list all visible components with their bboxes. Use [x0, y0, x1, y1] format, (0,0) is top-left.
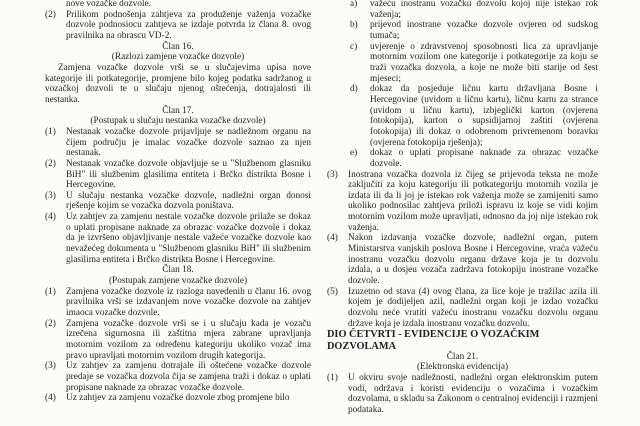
item-text: Zamjena vozačke dozvole iz razloga navedenih u članu 16. ovog pravilnika vrši se izdavanjem nove vozačke dozvole na zahtjev imaoca vozačke dozvole.: [66, 286, 311, 319]
item-text: uvjerenje o zdravstvenoj sposobnosti lica za upravljanje motornim vozilom one kategorije i potkategorije za koju se traži vozačka dozvola, a koje ne može biti starije od šest mjeseci;: [370, 41, 598, 84]
item-text: Izuzetno od stava (4) ovog člana, za lice koje je tražilac azila ili kojem je dodijeljen azil, nadležni organ koji je izdao vozačku dozvolu neće vratiti važeću inostranu vozačku dozvolu organu države koja je izdala inostranu vozačku dozvolu.: [348, 286, 598, 329]
article-heading: Član 21.: [446, 351, 479, 362]
item-text: Nestanak vozačke dozvole objavljuje se u "Službenom glasniku BiH" ili službenim glasilima entiteta i Brčko distrikta Bosne i Hercegovine.: [66, 158, 311, 191]
item-text: Uz zahtjev za zamjenu nestale vozačke dozvole prilaže se dokaz o uplati propisane naknade za obrazac vozačke dozvole i dokaz da je izvršeno objavljivanje nestale važeće vozačke dozvole kao nevažećeg dokumenta u "Službenom glasniku BiH" ili službenim glasilima entiteta i Brčko distrikta Bosne i Hercegovine.: [66, 212, 311, 265]
item-text: U okviru svoje nadležnosti, nadležni organ elektronskim putem vodi, održava i koristi evidenciju o vozačima i vozačkim dozvolama, u skladu sa Zakonom o centralnoj evidenciji i razmjeni podataka.: [348, 373, 598, 416]
item-text: Zamjena vozačke dozvole vrši se i u slučaju kada je vozaču izrečena sigurnosna ili zaštitna mjera zabrane upravljanja motornim vozilom za određenu kategoriju ukoliko vozač ima pravo upravljati motornim vozilom drugih kategorija.: [66, 318, 311, 361]
list-item: [45, 393, 311, 404]
list-item: [45, 212, 311, 265]
item-marker: (4): [45, 212, 56, 223]
article-subtitle: (Postupak zamjene vozačke dozvole): [108, 276, 248, 287]
right-column: [327, 0, 598, 416]
list-item: [45, 159, 311, 191]
item-text: važeću inostranu vozačku dozvolu kojoj nije istekao rok važenja;: [370, 0, 598, 20]
list-item: [45, 10, 311, 42]
item-marker: (1): [327, 373, 338, 384]
article-subtitle: (Postupak u slučaju nestanka vozačke dozvole): [90, 116, 266, 127]
item-marker: d): [350, 84, 358, 95]
list-item: [45, 319, 311, 362]
item-marker: e): [350, 148, 358, 159]
item-text: dokaz da posjeduje ličnu kartu državljana Bosne i Hercegovine (uvidom u ličnu kartu), ličnu kartu za strance (uvidom u ličnu kartu), izbjeglički karton (ovjerena fotokopija), karton o supsidijarnoj zaštiti (ovjerena fotokopija) ili dokaz o odobrenom privremenom boravku (ovjerena fotokopija rješenja);: [370, 84, 598, 148]
list-item: [327, 84, 598, 148]
paragraph: Zamjena vozačke dozvole vrši se u slučajevima upisa nove kategorije ili potkategorije, promjene bilo kojeg podatka sadržanog u vozačkoj dozvoli te u slučaju njenog oštećenja, dotrajalosti ili nestanka.: [45, 62, 311, 105]
article-heading: Član 18.: [162, 265, 194, 276]
list-item: [327, 233, 598, 286]
item-text: dokaz o uplati propisane naknade za obrazac vozačke dozvole.: [370, 148, 598, 169]
item-marker: (5): [327, 286, 338, 297]
item-marker: c): [350, 41, 358, 52]
list-item: [45, 127, 311, 159]
item-marker: (3): [45, 361, 56, 372]
article-subtitle: (Razlozi zamjene vozačke dozvole): [111, 52, 245, 63]
item-marker: (4): [327, 233, 338, 244]
item-marker: (3): [45, 190, 56, 201]
list-item: [327, 148, 598, 169]
item-marker: (4): [45, 393, 56, 404]
item-marker: (2): [45, 158, 56, 169]
item-text: Uz zahtjev za zamjenu vozačke dozvole zbog promjene bilo: [66, 393, 290, 404]
list-item: [45, 191, 311, 212]
item-marker: a): [350, 0, 358, 9]
item-text: Uz zahtjev za zamjenu dotrajale ili oštećene vozačke dozvole predaje se vozačka dozvola čija se zamjena traži i dokaz o uplati propisane naknade za obrazac vozačke dozvole.: [66, 361, 311, 393]
item-marker: (2): [45, 9, 56, 20]
article-heading: Član 16.: [162, 41, 194, 52]
item-marker: (3): [327, 169, 338, 180]
item-text: Inostrana vozačka dozvola iz čijeg se prijevoda teksta ne može zaključiti za koju kategoriju ili potkategoriju motornih vozila je izdata ili da li joj je istekao rok važenja može se zamijeniti samo ukoliko podnosilac zahtjeva priloži ispravu iz koje se vidi kojim motornim vozilom može upravljati, odnosno da joj nije istekao rok važenja.: [348, 169, 598, 233]
item-text: Nestanak vozačke dozvole prijavljuje se nadležnom organu na čijem području je imalac vozačke dozvole saznao za njen nestanak.: [66, 126, 311, 159]
part-heading: DIO ČETVRTI - EVIDENCIJE O VOZAČKIM DOZVOLAMA: [327, 329, 540, 352]
list-item: [327, 42, 598, 85]
item-marker: (2): [45, 318, 56, 329]
continuation-line: nove vozačke dozvole.: [66, 0, 151, 9]
item-text: prijevod inostrane vozačke dozvole ovjeren od sudskog tumača;: [370, 20, 598, 41]
article-subtitle: (Elektronska evidencija): [416, 362, 509, 373]
list-item: [45, 287, 311, 319]
item-text: Nakon izdavanja vozačke dozvole, nadležni organ, putem Ministarstva vanjskih poslova Bosne i Hercegovine, vraća važeću inostranu vozačku dozvolu organu države koja je tu dozvolu izdala, a u dosjeu vozača zadržava fotokopiju inostrane vozačke dozvole.: [348, 233, 598, 287]
item-text: Prilikom podnošenja zahtjeva za produženje važenja vozačke dozvole podnosiocu zahtjeva se izdaje potvrda iz člana 8. ovog pravilnika na obrascu VD-2.: [66, 9, 311, 41]
item-marker: b): [350, 20, 358, 31]
list-item: [45, 361, 311, 393]
item-text: U slučaju nestanka vozačke dozvole, nadležni organ donosi rješenje kojim se vozačka dozvola poništava.: [66, 190, 311, 212]
list-item: [327, 170, 598, 234]
list-item: [327, 20, 598, 41]
article-heading: Član 17.: [162, 105, 194, 116]
list-item: [327, 373, 598, 416]
item-marker: (1): [45, 286, 56, 297]
left-column: [45, 0, 311, 404]
list-item: [327, 287, 598, 330]
list-item: [327, 0, 598, 20]
item-marker: (1): [45, 126, 56, 137]
